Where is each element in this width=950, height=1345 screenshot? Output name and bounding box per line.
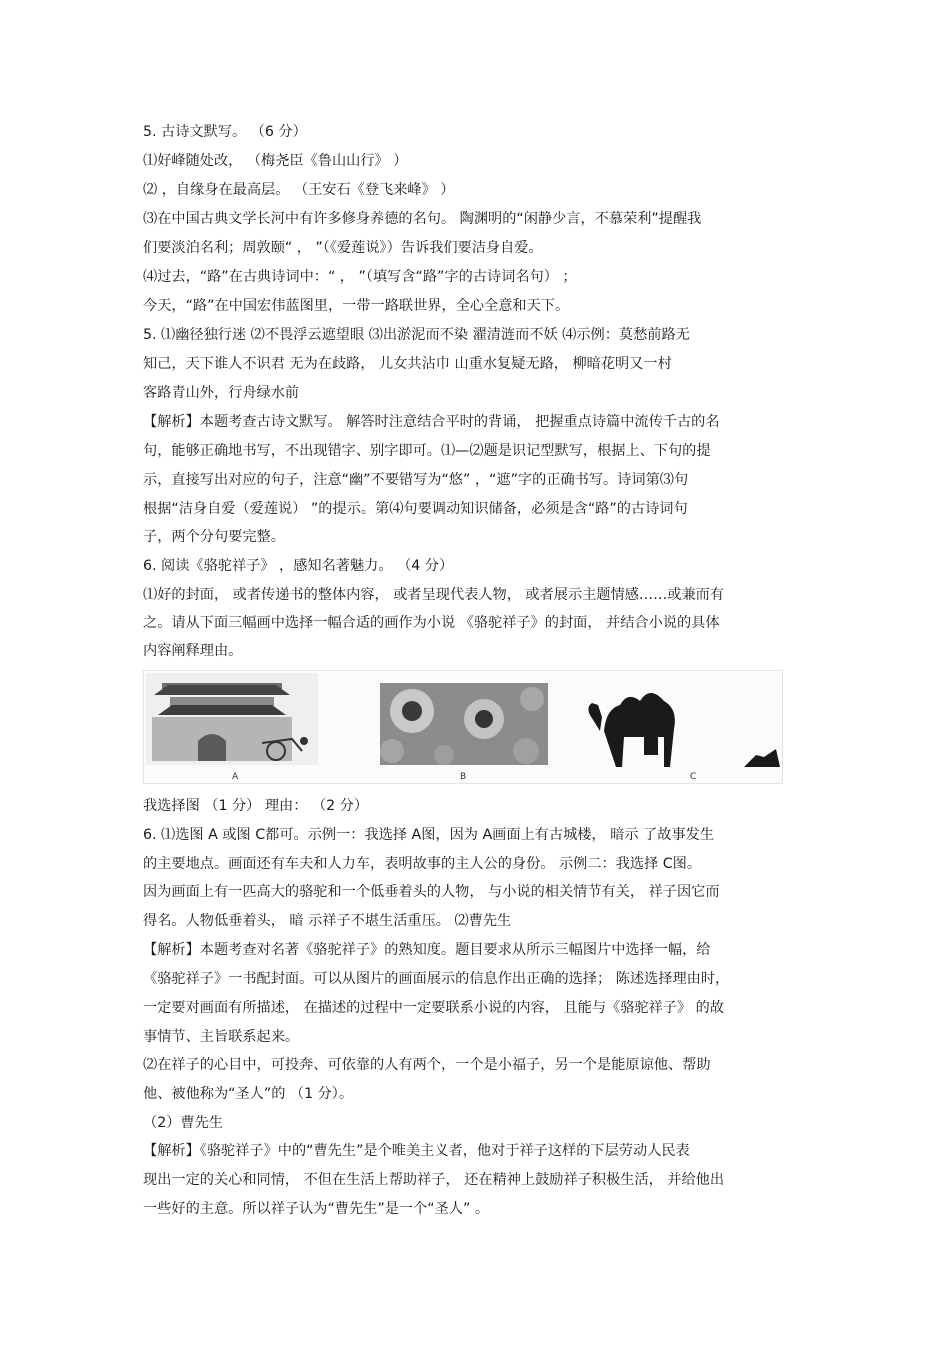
text-line: （2）曹先生 (143, 1115, 223, 1131)
image-a-city-gate (146, 673, 318, 765)
text-line: 一些好的主意。所以祥子认为“曹先生”是一个“圣人” 。 (143, 1201, 490, 1217)
text-line: 子，两个分句要完整。 (143, 529, 285, 545)
text-line: 《骆驼祥子》一书配封面。可以从图片的画面展示的信息作出正确的选择； 陈述选择理由时， (143, 971, 730, 987)
text-line: 5. 古诗文默写。 （6 分） (143, 124, 307, 140)
text-line: 示，直接写出对应的句子，注意“幽”不要错写为“悠” ，“遮”字的正确书写。诗词第⑶句 (143, 472, 689, 488)
text-line: 句，能够正确地书写，不出现错字、别字即可。⑴—⑵题是识记型默写，根据上、下句的提 (143, 443, 711, 459)
text-line: ⑵ ，自缘身在最高层。 （王安石《登飞来峰》 ） (143, 182, 455, 198)
image-a-label: A (232, 772, 239, 782)
text-line: 【解析】《骆驼祥子》中的“曹先生”是个唯美主义者，他对于祥子这样的下层劳动人民表 (143, 1143, 690, 1159)
figure-strip (143, 670, 783, 784)
text-line: 6. ⑴选图 A 或图 C都可。示例一：我选择 A图，因为 A画面上有古城楼， 暗示 了故事发生 (143, 827, 715, 843)
text-line: ⑷过去，“路”在古典诗词中：“ ， ”（填写含“路”字的古诗词名句） ； (143, 269, 577, 285)
text-line: 因为画面上有一匹高大的骆驼和一个低垂着头的人物， 与小说的相关情节有关， 祥子因它而 (143, 884, 720, 900)
text-line: 之。请从下面三幅画中选择一幅合适的画作为小说 《骆驼祥子》的封面， 并结合小说的具体 (143, 615, 720, 631)
text-line: ⑶在中国古典文学长河中有许多修身养德的名句。 陶渊明的“闲静少言，不慕荣利”提醒我 (143, 211, 702, 227)
text-line: 根据“洁身自爱（爱莲说） ”的提示。第⑷句要调动知识储备，必须是含“路”的古诗词句 (143, 501, 688, 517)
text-line: 们要淡泊名利；周敦颐“ ， ”（《爱莲说》）告诉我们要洁身自爱。 (143, 240, 543, 256)
text-line: ⑵在祥子的心目中，可投奔、可依靠的人有两个，一个是小福子，另一个是能原谅他、帮助 (143, 1057, 711, 1073)
text-line: 【解析】本题考查古诗文默写。 解答时注意结合平时的背诵， 把握重点诗篇中流传千古的名 (143, 414, 720, 430)
text-line: 事情节、主旨联系起来。 (143, 1029, 300, 1045)
text-line: 现出一定的关心和同情， 不但在生活上帮助祥子， 还在精神上鼓励祥子积极生活， 并给他出 (143, 1172, 725, 1188)
text-line: 我选择图 （1 分） 理由： （2 分） (143, 798, 369, 814)
text-line: 一定要对画面有所描述， 在描述的过程中一定要联系小说的内容， 且能与《骆驼祥子》 的故 (143, 1000, 725, 1016)
text-line: ⑴好的封面， 或者传递书的整体内容， 或者呈现代表人物， 或者展示主题情感……或兼而有 (143, 587, 725, 603)
text-line: 【解析】本题考查对名著《骆驼祥子》的熟知度。题目要求从所示三幅图片中选择一幅，给 (143, 942, 711, 958)
text-line: 5. ⑴幽径独行迷 ⑵不畏浮云遮望眼 ⑶出淤泥而不染 濯清涟而不妖 ⑷示例：莫愁前路无 (143, 327, 690, 343)
text-line: 知己，天下谁人不识君 无为在歧路， 儿女共沾巾 山重水复疑无路， 柳暗花明又一村 (143, 356, 672, 372)
text-line: 6. 阅读《骆驼祥子》 ，感知名著魅力。 （4 分） (143, 558, 454, 574)
text-line: ⑴好峰随处改， （梅尧臣《鲁山山行》 ） (143, 153, 408, 169)
text-line: 内容阐释理由。 (143, 643, 243, 659)
text-line: 的主要地点。画面还有车夫和人力车，表明故事的主人公的身份。 示例二：我选择 C图。 (143, 856, 702, 872)
image-c-camel (588, 693, 780, 767)
image-c-label: C (690, 772, 697, 782)
three-cover-images (144, 671, 782, 783)
image-b-label: B (460, 772, 467, 782)
text-line: 得名。人物低垂着头， 暗 示祥子不堪生活重压。 ⑵曹先生 (143, 913, 512, 929)
text-line: 今天，“路”在中国宏伟蓝图里，一带一路联世界，全心全意和天下。 (143, 298, 570, 314)
image-b-sunflowers (380, 683, 548, 765)
text-line: 客路青山外，行舟绿水前 (143, 385, 300, 401)
text-line: 他、被他称为“圣人”的 （1 分）。 (143, 1086, 354, 1102)
